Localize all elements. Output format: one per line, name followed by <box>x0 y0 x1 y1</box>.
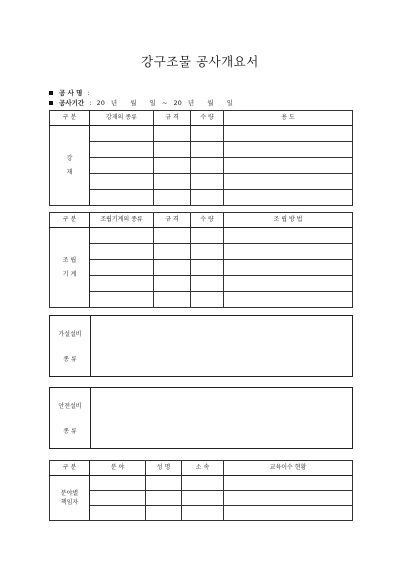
table-header: 소 속 <box>182 461 224 476</box>
construction-period-separator: : <box>89 99 92 107</box>
table-cell[interactable] <box>224 244 353 260</box>
table-cell[interactable] <box>90 244 154 260</box>
table-cell[interactable] <box>90 476 146 491</box>
table-cell[interactable] <box>224 260 353 276</box>
table-header: 교육이수 현황 <box>224 461 353 476</box>
table-cell[interactable] <box>224 228 353 244</box>
period-day-unit-end: 일 <box>226 99 233 107</box>
table-cell[interactable] <box>224 126 353 142</box>
table-cell[interactable] <box>90 276 154 292</box>
table-cell[interactable] <box>224 174 353 190</box>
safety-facilities-content[interactable] <box>91 388 352 448</box>
table-cell[interactable] <box>90 506 146 521</box>
period-tilde: ~ <box>162 99 168 107</box>
table-cell[interactable] <box>154 228 191 244</box>
table-header: 분 야 <box>90 461 146 476</box>
period-month-unit: 월 <box>130 99 137 107</box>
table-cell[interactable] <box>146 476 182 491</box>
table-cell[interactable] <box>90 158 154 174</box>
table-cell[interactable] <box>224 292 353 308</box>
table-cell[interactable] <box>154 276 191 292</box>
project-name-label: 공 사 명 <box>59 89 83 97</box>
period-day-unit: 일 <box>149 99 156 107</box>
table-cell[interactable] <box>90 142 154 158</box>
table-cell[interactable] <box>90 491 146 506</box>
steel-side-label: 강 재 <box>50 126 90 206</box>
temporary-facilities-box <box>49 315 353 377</box>
table-cell[interactable] <box>154 292 191 308</box>
period-year-start: 20 <box>96 99 105 107</box>
temporary-facilities-label: 가설설비 종 류 <box>50 316 91 376</box>
table-cell[interactable] <box>90 260 154 276</box>
table-header: 용 도 <box>224 111 353 126</box>
project-name-line <box>49 88 90 97</box>
table-cell[interactable] <box>191 190 224 206</box>
table-cell[interactable] <box>224 476 353 491</box>
temporary-facilities-content[interactable] <box>91 316 352 376</box>
erection-side-label: 조 립 기 계 <box>50 228 90 308</box>
table-header: 구 분 <box>50 461 90 476</box>
table-header: 강재의 종류 <box>90 111 154 126</box>
table-cell[interactable] <box>191 260 224 276</box>
table-header: 조 립 방 법 <box>224 213 353 228</box>
field-managers-table <box>49 460 353 521</box>
table-cell[interactable] <box>154 190 191 206</box>
bullet-square-icon <box>49 101 53 105</box>
construction-period-line <box>49 98 237 107</box>
table-cell[interactable] <box>90 190 154 206</box>
table-cell[interactable] <box>224 506 353 521</box>
document-title: 강구조물 공사개요서 <box>141 54 259 69</box>
table-cell[interactable] <box>191 142 224 158</box>
managers-side-label: 분야별 책임자 <box>50 476 90 521</box>
table-cell[interactable] <box>154 244 191 260</box>
table-header: 조립기계의 종류 <box>90 213 154 228</box>
table-cell[interactable] <box>191 292 224 308</box>
table-cell[interactable] <box>154 126 191 142</box>
table-cell[interactable] <box>90 228 154 244</box>
table-cell[interactable] <box>90 174 154 190</box>
bullet-square-icon <box>49 91 53 95</box>
table-cell[interactable] <box>182 506 224 521</box>
table-cell[interactable] <box>90 292 154 308</box>
safety-facilities-box <box>49 387 353 449</box>
table-cell[interactable] <box>191 126 224 142</box>
period-month-unit-end: 월 <box>207 99 214 107</box>
table-header: 구 분 <box>50 213 90 228</box>
table-cell[interactable] <box>146 506 182 521</box>
table-cell[interactable] <box>154 174 191 190</box>
table-cell[interactable] <box>191 158 224 174</box>
construction-period-label: 공사기간 <box>59 99 85 107</box>
table-cell[interactable] <box>154 158 191 174</box>
table-cell[interactable] <box>154 142 191 158</box>
steel-materials-table <box>49 110 353 206</box>
table-header: 수 량 <box>191 111 224 126</box>
period-year-end: 20 <box>173 99 182 107</box>
table-cell[interactable] <box>182 491 224 506</box>
table-cell[interactable] <box>224 158 353 174</box>
table-cell[interactable] <box>224 276 353 292</box>
table-cell[interactable] <box>191 276 224 292</box>
period-year-unit-end: 년 <box>187 99 195 107</box>
table-cell[interactable] <box>182 476 224 491</box>
table-cell[interactable] <box>154 260 191 276</box>
table-cell[interactable] <box>90 126 154 142</box>
table-cell[interactable] <box>191 174 224 190</box>
safety-facilities-label: 안전설비 종 류 <box>50 388 91 448</box>
table-header: 구 분 <box>50 111 90 126</box>
project-name-separator: : <box>87 89 90 97</box>
table-header: 규 격 <box>154 111 191 126</box>
table-cell[interactable] <box>191 244 224 260</box>
table-cell[interactable] <box>146 491 182 506</box>
table-header: 규 격 <box>154 213 191 228</box>
table-header: 성 명 <box>146 461 182 476</box>
period-year-unit: 년 <box>110 99 118 107</box>
erection-machinery-table <box>49 212 353 308</box>
table-header: 수 량 <box>191 213 224 228</box>
table-cell[interactable] <box>191 228 224 244</box>
table-cell[interactable] <box>224 190 353 206</box>
table-cell[interactable] <box>224 491 353 506</box>
table-cell[interactable] <box>224 142 353 158</box>
